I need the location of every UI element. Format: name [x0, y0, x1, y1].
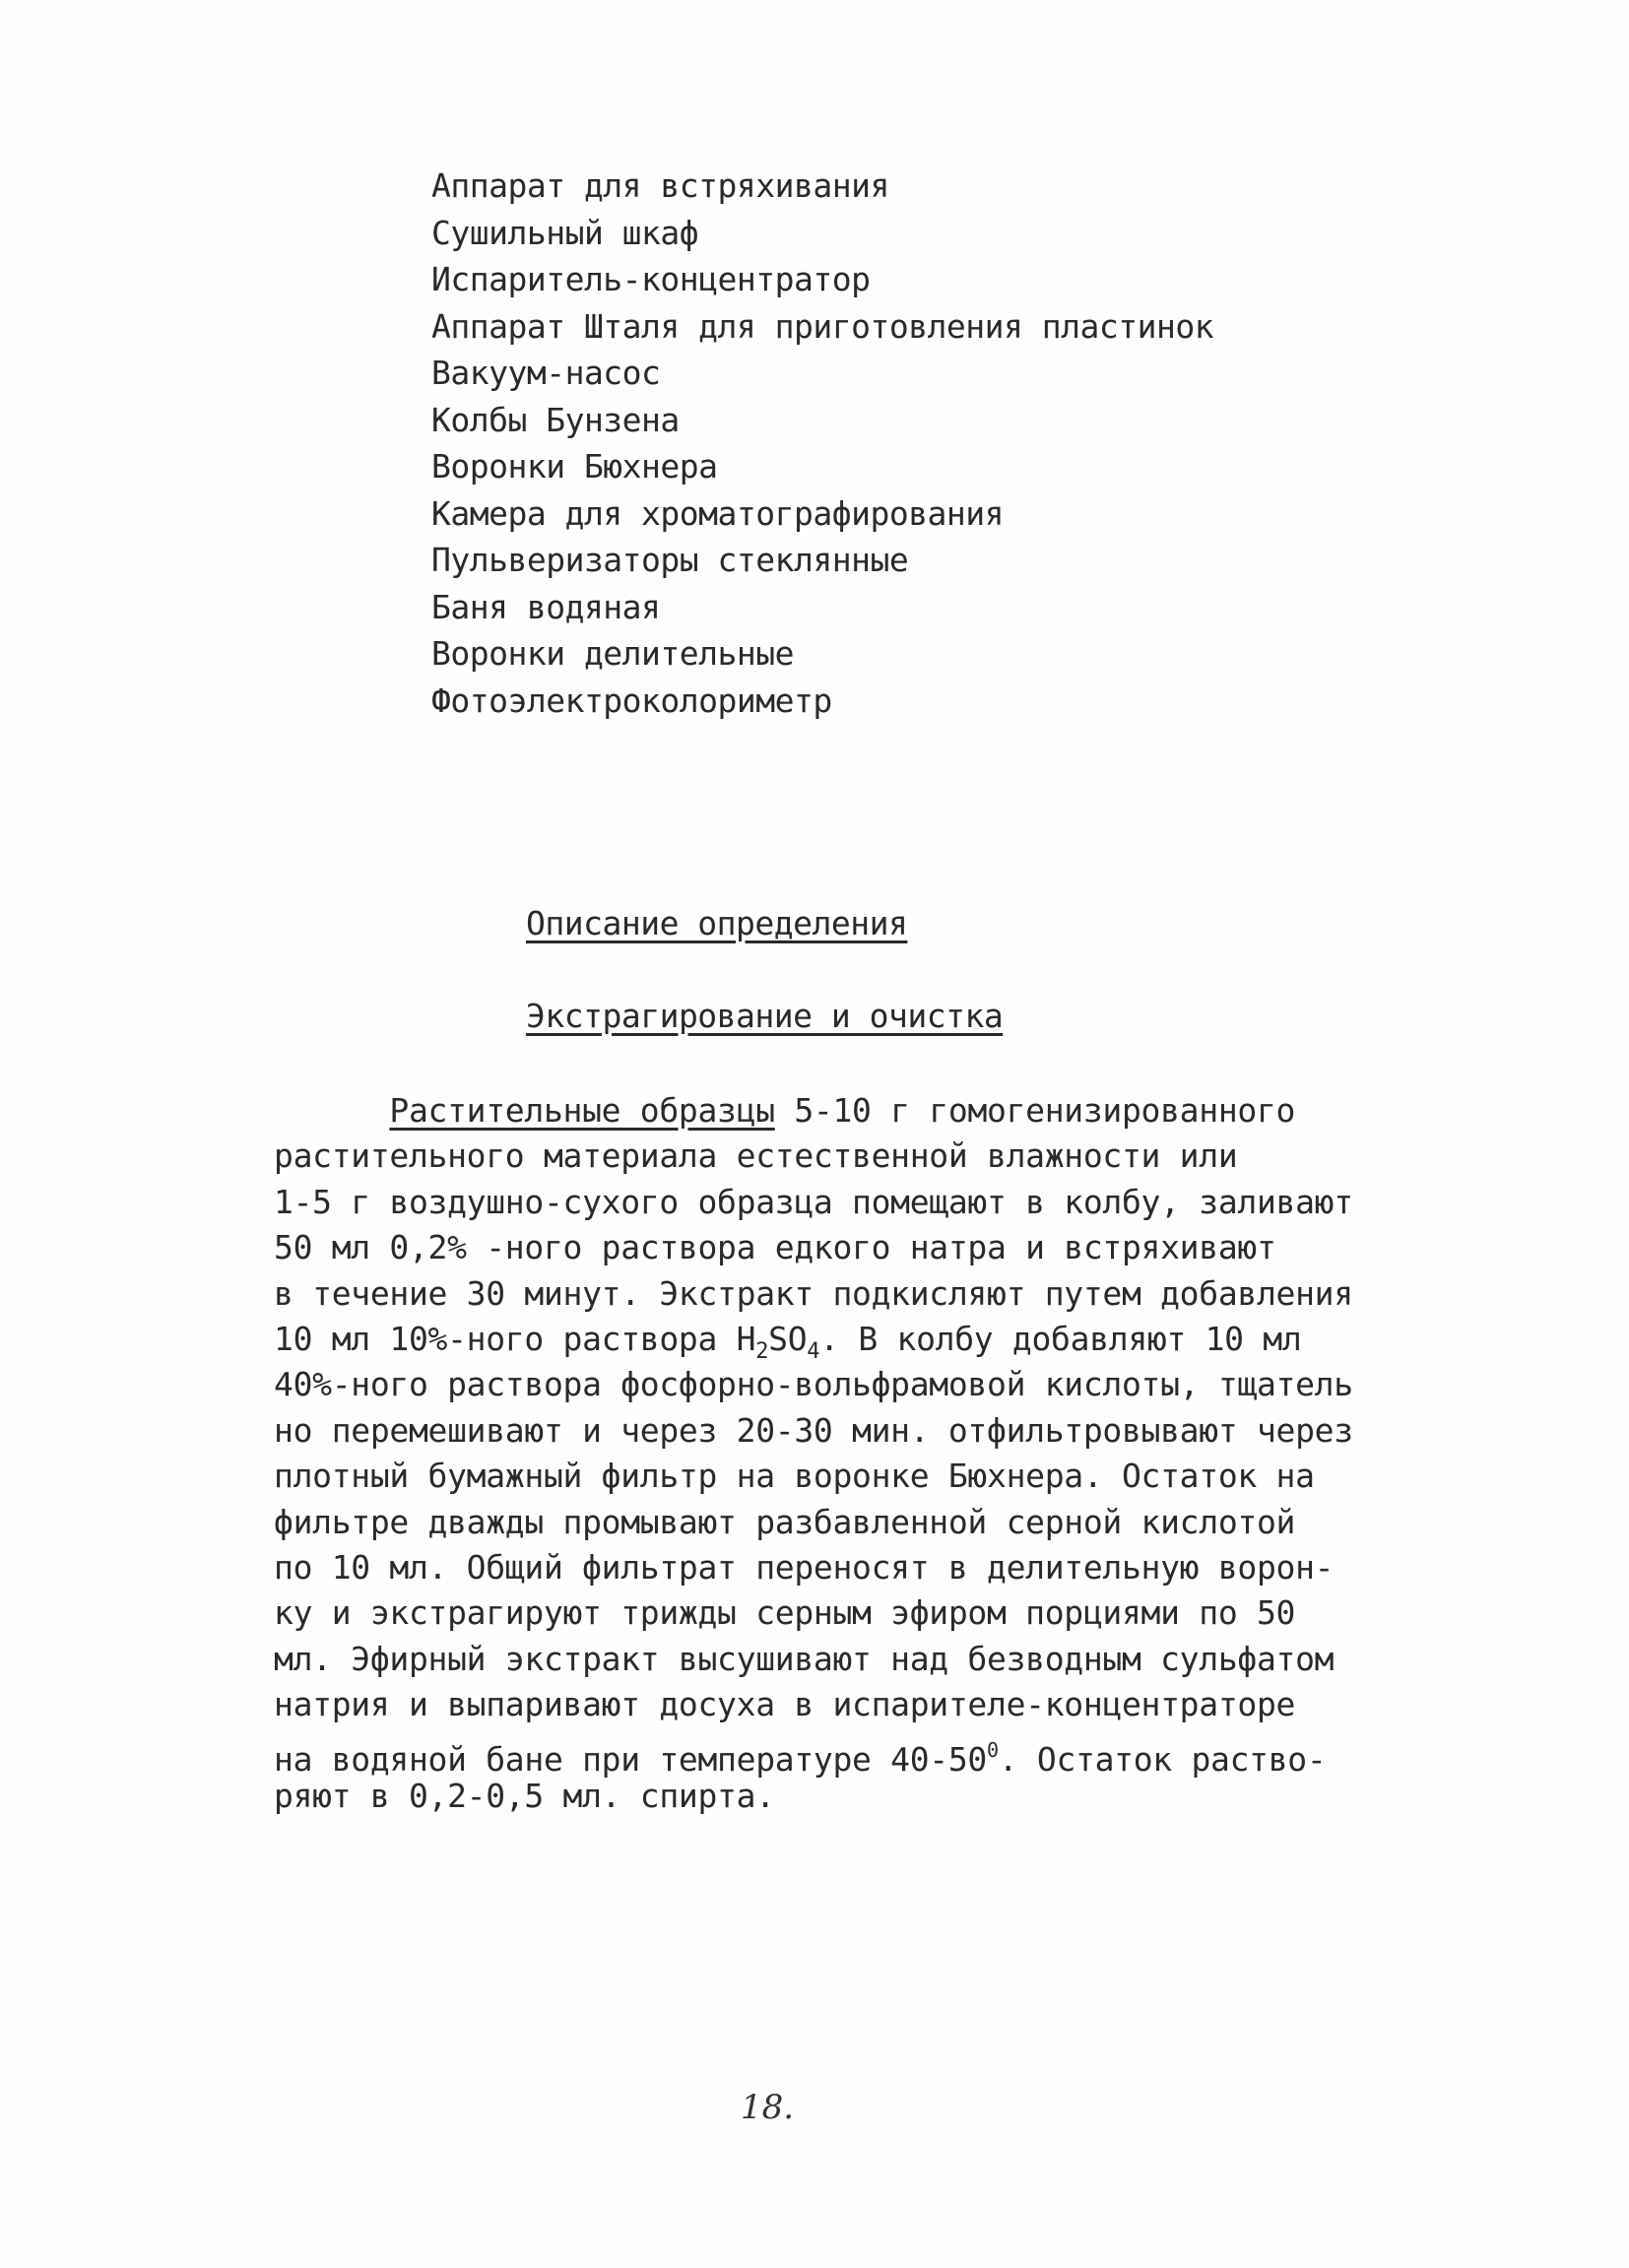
paragraph-text: SO — [768, 1319, 808, 1358]
paragraph-line: натрия и выпаривают досуха в испарителе-концентраторе — [274, 1685, 1296, 1724]
paragraph-line — [274, 1317, 1353, 1362]
paragraph-line: в течение 30 минут. Экстракт подкисляют путем добавления — [274, 1273, 1353, 1313]
equipment-item: Аппарат Шталя для приготовления пластинок — [431, 306, 1214, 346]
paragraph-line: по 10 мл. Общий фильтрат переносят в делительную ворон- — [274, 1547, 1335, 1587]
formula-subscript: 2 — [755, 1338, 769, 1364]
degree-superscript: 0 — [987, 1738, 999, 1763]
equipment-item: Аппарат для встряхивания — [431, 166, 889, 205]
equipment-item: Фотоэлектроколориметр — [431, 680, 832, 720]
equipment-item: Сушильный шкаф — [431, 213, 699, 252]
equipment-item: Воронки делительные — [431, 634, 794, 673]
equipment-item: Испаритель-концентратор — [431, 260, 871, 298]
paragraph-line: плотный бумажный фильтр на воронке Бюхнера. Остаток на — [274, 1457, 1315, 1496]
paragraph-line: 40%-ного раствора фосфорно-вольфрамовой кислоты, тщатель — [274, 1365, 1353, 1404]
paragraph-text: . Остаток раство- — [998, 1740, 1327, 1780]
page-number: 18. — [741, 2088, 795, 2127]
paragraph-line: 50 мл 0,2% -ного раствора едкого натра и встряхивают — [274, 1228, 1276, 1267]
paragraph-text: 10 мл 10%-ного раствора H — [274, 1319, 756, 1358]
paragraph-line: ряют в 0,2-0,5 мл. спирта. — [274, 1776, 775, 1815]
equipment-item: Баня водяная — [431, 587, 661, 626]
procedure-paragraph — [274, 1088, 1353, 1819]
paragraph-line: растительного материала естественной влажности или — [274, 1136, 1238, 1176]
lead-term: Растительные образцы — [389, 1091, 775, 1130]
paragraph-line — [274, 1727, 1353, 1780]
paragraph-text: . В колбу добавляют 10 мл — [819, 1319, 1302, 1358]
equipment-item: Камера для хроматографирования — [431, 493, 1005, 533]
subsection-title: Экстрагирование и очистка — [526, 997, 1004, 1035]
paragraph-line: 1-5 г воздушно-сухого образца помещают в колбу, заливают — [274, 1182, 1353, 1221]
equipment-item: Вакуум-насос — [431, 354, 661, 392]
equipment-list — [431, 162, 1213, 724]
paragraph-line — [274, 1088, 1353, 1134]
section-title: Описание определения — [526, 904, 908, 942]
equipment-item: Колбы Бунзена — [431, 400, 680, 439]
paragraph-line: фильтре дважды промывают разбавленной серной кислотой — [274, 1502, 1296, 1541]
equipment-item: Пульверизаторы стеклянные — [431, 541, 909, 579]
paragraph-line: ку и экстрагируют трижды серным эфиром порциями по 50 — [274, 1593, 1296, 1633]
paragraph-line: но перемешивают и через 20-30 мин. отфильтровывают через — [274, 1410, 1353, 1450]
paragraph-line: мл. Эфирный экстракт высушивают над безводным сульфатом — [274, 1639, 1335, 1678]
paragraph-text: 5-10 г гомогенизированного — [774, 1091, 1296, 1130]
equipment-item: Воронки Бюхнера — [431, 447, 718, 486]
paragraph-text: на водяной бане при температуре 40-50 — [274, 1740, 988, 1780]
formula-subscript: 4 — [807, 1338, 820, 1364]
